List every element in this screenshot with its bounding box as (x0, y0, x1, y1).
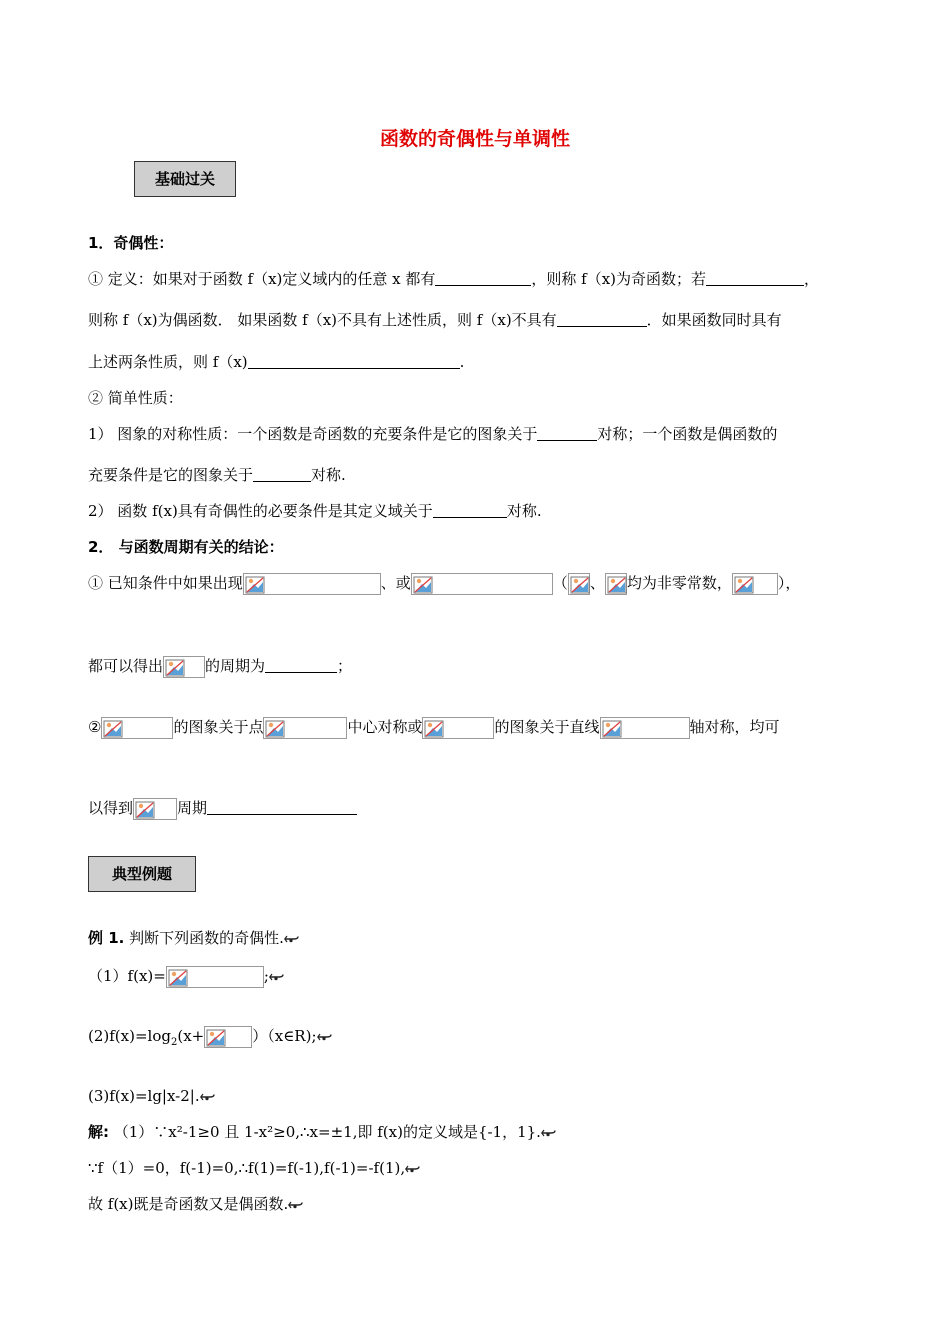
solution-line-3: 故 f(x)既是奇函数又是偶函数. (88, 1193, 304, 1215)
page-title: 函数的奇偶性与单调性 (379, 128, 570, 150)
broken-image-icon (101, 717, 173, 739)
blank-3 (557, 310, 647, 327)
period-line-3: ② 的图象关于点 中心对称或 的图象关于直线 轴对称，均可 (88, 716, 780, 739)
blank-8 (265, 656, 337, 673)
example-q2: $(2)f(x)=\log_2(x+$ ）（x∈R); (88, 1025, 333, 1054)
paragraph-return-icon (405, 1164, 421, 1174)
paragraph-return-icon (269, 972, 285, 982)
broken-image-icon (568, 573, 590, 595)
paragraph-return-icon (541, 1128, 557, 1138)
period-line-1: ① 已知条件中如果出现 、或 （ 、 均为非零常数， ）， (88, 572, 800, 595)
example-q3: (3)f(x)=lg|x-2|. (88, 1085, 216, 1107)
period-line-2: 都可以得出 的周期为 ； (88, 655, 352, 678)
broken-image-icon (204, 1026, 252, 1048)
paragraph-return-icon (288, 1200, 304, 1210)
properties-heading: ② 简单性质： (88, 389, 183, 407)
blank-5 (537, 424, 597, 441)
broken-image-icon (422, 717, 494, 739)
section-basics: 基础过关 (134, 161, 236, 197)
example-q1: （1）f(x)= ; (88, 965, 285, 988)
broken-image-icon (243, 573, 381, 595)
heading-period: 2． 与函数周期有关的结论： (88, 538, 284, 556)
section-examples: 典型例题 (88, 856, 196, 892)
paragraph-return-icon (317, 1032, 333, 1042)
broken-image-icon (411, 573, 553, 595)
broken-image-icon (263, 717, 347, 739)
blank-7 (433, 501, 507, 518)
broken-image-icon (732, 573, 778, 595)
broken-image-icon (600, 717, 690, 739)
blank-4 (248, 352, 460, 369)
paragraph-return-icon (284, 934, 300, 944)
blank-9 (207, 798, 357, 815)
definition-line-1: ① 定义：如果对于函数 f（x)定义域内的任意 x 都有 ，则称 f（x)为奇函数；若 ， (88, 270, 820, 288)
definition-line-3: 上述两条性质，则 f（x) . (88, 353, 465, 371)
paragraph-return-icon (200, 1092, 216, 1102)
solution-line-2: ∵f（1）=0，f(-1)=0,∴f(1)=f(-1),f(-1)=-f(1), (88, 1157, 421, 1179)
broken-image-icon (163, 656, 205, 678)
symmetry-line-1: 1） 图象的对称性质：一个函数是奇函数的充要条件是它的图象关于 对称；一个函数是偶函数的 (88, 425, 778, 443)
period-line-4: 以得到 周期 (88, 797, 357, 820)
broken-image-icon (605, 573, 627, 595)
definition-line-2: 则称 f（x)为偶函数． 如果函数 f（x)不具有上述性质，则 f（x)不具有 ．如果函数同时具有 (88, 311, 782, 329)
blank-2 (706, 269, 804, 286)
domain-symmetry-line: 2） 函数 f(x)具有奇偶性的必要条件是其定义域关于 对称. (88, 502, 542, 520)
solution-line-1: 解: （1）∵x²-1≥0 且 1-x²≥0,∴x=±1,即 f(x)的定义域是{-1，1}. (88, 1121, 557, 1143)
heading-parity: 1．奇偶性： (88, 234, 174, 252)
blank-1 (435, 269, 531, 286)
blank-6 (253, 465, 311, 482)
broken-image-icon (133, 798, 177, 820)
symmetry-line-2: 充要条件是它的图象关于 对称. (88, 466, 346, 484)
broken-image-icon (166, 966, 264, 988)
example-heading: 例 1. 判断下列函数的奇偶性. (88, 927, 300, 949)
